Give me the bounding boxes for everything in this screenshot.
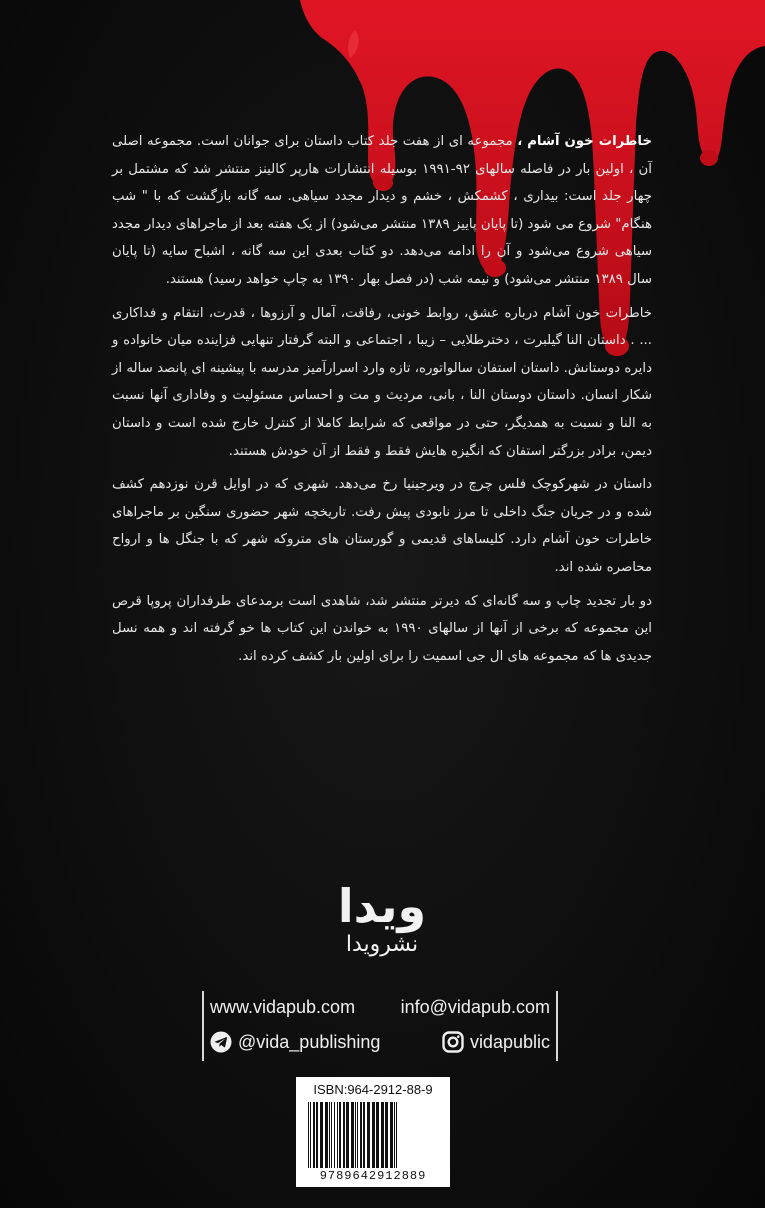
barcode-bar xyxy=(329,1102,330,1168)
barcode-bar xyxy=(320,1102,323,1168)
barcode-bar xyxy=(360,1102,362,1168)
barcode-digits: 9789642912889 xyxy=(319,1169,427,1183)
barcode-bar xyxy=(351,1102,354,1168)
paragraph-text: دو بار تجدید چاپ و سه گانه‌ای که دیرتر منتشر شد، شاهدی است برمدعای طرفداران پروپا قرص این مجموعه که برخی از آنها از سالهای ۱۹۹۰ به خواندن این کتاب ها خو گرفته اند و همه نسل جدیدی ها که مجموعه های ال جی اسمیت را برای اولین بار کشف کرده اند. xyxy=(112,593,653,664)
paragraph-text: خاطرات خون آشام درباره عشق، روابط خونی، رفاقت، آمال و آرزوها ، قدرت، انتقام و فداکاری ... . داستان النا گیلبرت ، دخترطلایی – زیبا ، اجتماعی و البته گرفتار تنهایی فزاینده میان خانواده و دایره دوستانش. داستان استفان سالواتوره، تازه وارد اسرارآمیز مدرسه با پیشینه ای پانصد ساله از شکار انسان. داستان دوستان النا ، بانی، مردیث و مت و احساس مسئولیت و وفاداری آنها نسبت به النا و نسبت به همدیگر، حتی در مواقعی که شرایط کاملا از کنترل خارج شده است و داستان دیمن، برادر بزرگتر استفان که انگیزه هایش فقط و فقط از آن خودش هستند. xyxy=(112,305,652,459)
synopsis-text xyxy=(112,128,652,676)
barcode-bar xyxy=(346,1102,349,1168)
publisher-logo xyxy=(312,880,452,960)
barcode-bar xyxy=(343,1102,345,1168)
barcode-bar xyxy=(396,1102,397,1168)
isbn-barcode-box xyxy=(296,1077,450,1187)
barcode-bar xyxy=(394,1102,395,1168)
barcode-bar xyxy=(381,1102,384,1168)
paragraph-text: داستان در شهرکوچک فلس چرچ در ویرجینیا رخ می‌دهد. شهری که در اوایل قرن نوزدهم کشف شده و در جریان جنگ داخلی تا مرز نابودی پیش رفت. تاریخچه شهر حضوری سنگین بر ماجراهای خاطرات خون آشام دارد. کلیساهای قدیمی و گورستان های متروکه شهر که با جنگل ها و ارواح محاصره شده اند. xyxy=(112,477,652,575)
barcode-bar xyxy=(310,1102,311,1168)
barcode-bar xyxy=(372,1102,375,1168)
contact-row-social xyxy=(210,1031,550,1053)
barcode-bar xyxy=(313,1102,315,1168)
publisher-logo-mark: ویدا xyxy=(337,879,427,933)
barcode-bar xyxy=(325,1102,328,1168)
telegram-icon xyxy=(210,1031,232,1053)
telegram-handle[interactable] xyxy=(210,1031,380,1053)
instagram-icon xyxy=(442,1031,464,1053)
barcode-bar xyxy=(337,1102,338,1168)
instagram-handle-text: vidapublic xyxy=(469,1031,550,1052)
barcode-bar xyxy=(357,1102,358,1168)
barcode-bar xyxy=(390,1102,393,1168)
barcode-bar xyxy=(367,1102,370,1168)
isbn-label: ISBN:964-2912-88-9 xyxy=(313,1082,433,1097)
paragraph-text: مجموعه ای از هفت جلد کتاب داستان برای جوانان است. مجموعه اصلی آن ، اولین بار در فاصله سالهای ۹۲-۱۹۹۱ بوسیله انتشارات هارپر کالینز منتشر شد که مشتمل بر چهار جلد است: بیداری ، کشمکش ، خشم و دیدار مجدد سیاهی. سه گانه بازگشت که با " شب هنگام" شروع می شود (تا پایان پاییز ۱۳۸۹ منتشر می‌شود) از یک هفته بعد از ماجراهای دیدار مجدد سیاهی شروع می‌شود و آن را ادامه می‌دهد. دو کتاب بعدی این سه گانه ، اشباح سایه (تا پایان سال ۱۳۸۹ منتشر می‌شود) و نیمه شب (در فصل بهار ۱۳۹۰ به چاپ خواهد رسید) هستند. xyxy=(112,134,652,287)
barcode-bar xyxy=(385,1102,388,1168)
contact-box xyxy=(202,991,558,1061)
website-link[interactable]: www.vidapub.com xyxy=(210,997,356,1017)
barcode-bar xyxy=(376,1102,379,1168)
barcode-bar xyxy=(331,1102,332,1168)
barcode-bar xyxy=(316,1102,318,1168)
synopsis-paragraph-2 xyxy=(112,300,652,466)
email-link[interactable]: info@vidapub.com xyxy=(400,997,550,1017)
barcode-bar xyxy=(308,1102,309,1168)
barcode xyxy=(306,1102,440,1168)
synopsis-paragraph-4 xyxy=(112,588,652,671)
instagram-handle[interactable] xyxy=(442,1031,550,1053)
publisher-name: نشرویدا xyxy=(345,932,419,957)
barcode-bar xyxy=(363,1102,365,1168)
telegram-handle-text: @vida_publishing xyxy=(238,1031,381,1052)
barcode-bar xyxy=(355,1102,356,1168)
barcode-bar xyxy=(339,1102,341,1168)
synopsis-paragraph-1 xyxy=(112,128,652,294)
contact-row-web xyxy=(210,997,550,1018)
barcode-bar xyxy=(334,1102,335,1168)
series-title: خاطرات خون آشام ، xyxy=(517,134,652,149)
synopsis-paragraph-3 xyxy=(112,471,652,581)
